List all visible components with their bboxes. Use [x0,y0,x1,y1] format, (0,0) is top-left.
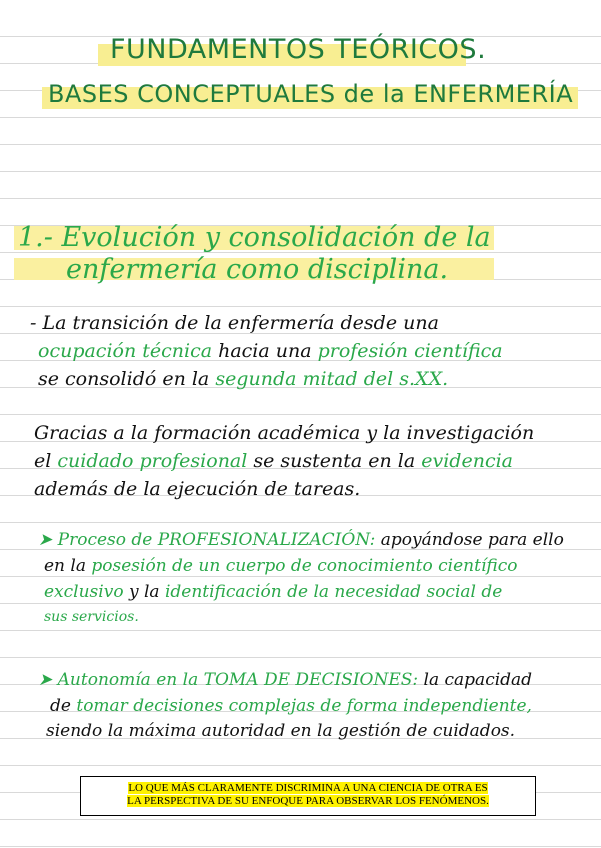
para3-line2-green: posesión de un cuerpo de conocimiento científico [91,556,518,576]
para4-heading-black: la capacidad [418,670,533,690]
para3-heading [38,530,564,550]
para2-green-term-a: cuidado profesional [57,450,248,472]
para2-line-1: Gracias a la formación académica y la investigación [34,422,535,444]
section-heading-line-1: 1.- Evolución y consolidación de la [18,222,491,253]
key-note-line-1: LO QUE MÁS CLARAMENTE DISCRIMINA A UNA CIENCIA DE OTRA ES [128,782,488,794]
para1-green-term-a: ocupación técnica [38,340,213,362]
para3-line2-black: en la [44,556,92,576]
para3-line-4: sus servicios. [44,609,139,625]
para1-green-term-b: profesión científica [317,340,503,362]
para3-line3-green-a: exclusivo [44,582,124,602]
para4-line2-green: tomar decisiones complejas de forma independiente, [76,696,532,716]
page-title-line-1: FUNDAMENTOS TEÓRICOS. [110,34,487,65]
para4-heading-green: ➤ Autonomía en la TOMA DE DECISIONES: [38,670,419,690]
para1-line-1: - La transición de la enfermería desde una [30,312,439,334]
para4-line-2 [50,696,532,716]
para2-green-term-b: evidencia [421,450,513,472]
key-note-line-2: LA PERSPECTIVA DE SU ENFOQUE PARA OBSERVAR LOS FENÓMENOS. [127,795,489,807]
para2-line-3: además de la ejecución de tareas. [34,478,361,500]
para3-heading-green: ➤ Proceso de PROFESIONALIZACIÓN: [38,530,376,550]
para3-line-2 [44,556,517,576]
section-heading-line-2: enfermería como disciplina. [66,254,449,285]
para1-line-3 [38,368,448,390]
page-title-line-2: BASES CONCEPTUALES de la ENFERMERÍA [48,80,574,108]
para2-line-2 [34,450,513,472]
para4-line2-black: de [50,696,77,716]
para2-text-b: se sustenta en la [247,450,422,472]
para1-connector: hacia una [212,340,318,362]
key-note-box [80,776,536,816]
para1-green-term-c: segunda mitad del s.XX. [215,368,449,390]
para1-line3-text: se consolidó en la [38,368,216,390]
para3-line-3 [44,582,502,602]
para2-text-a: el [34,450,58,472]
para3-line3-green-b: identificación de la necesidad social de [164,582,503,602]
para3-heading-black: apoyándose para ello [375,530,564,550]
para4-line-3: siendo la máxima autoridad en la gestión de cuidados. [46,721,516,741]
para4-heading [38,670,532,690]
para3-line3-black: y la [123,582,165,602]
para1-line-2 [38,340,503,362]
